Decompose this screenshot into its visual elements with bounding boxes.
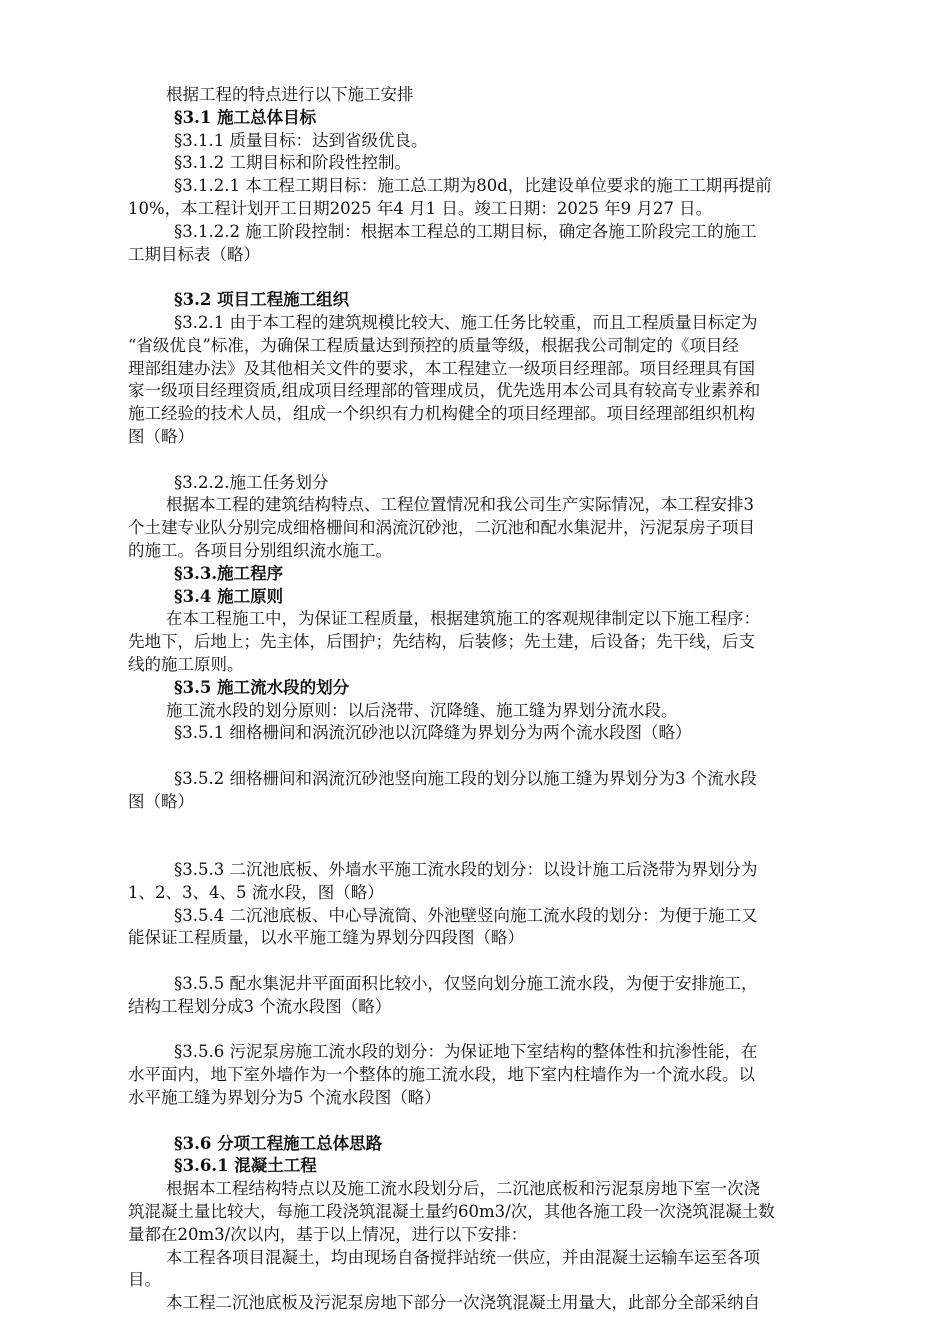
text-line: “省级优良”标准，为确保工程质量达到预控的质量等级，根据我公司制定的《项目经: [128, 335, 739, 355]
text-line: 量都在20m3/次以内，基于以上情况，进行以下安排：: [128, 1224, 528, 1244]
section-heading: §3.3.施工程序: [174, 563, 284, 583]
section-heading: §3.1 施工总体目标: [174, 107, 317, 127]
text-line: 图（略）: [128, 791, 194, 811]
text-line: 10%，本工程计划开工日期2025 年4 月1 日。竣工日期：2025 年9 月27 日。: [128, 198, 713, 218]
document-page: [128, 84, 856, 1315]
blank-line: [128, 1110, 856, 1133]
text-line: 结构工程划分成3 个流水段图（略）: [128, 996, 392, 1016]
text-line: 本工程各项目混凝土，均由现场自备搅拌站统一供应，并由混凝土运输车运至各项: [166, 1247, 760, 1267]
text-line: §3.1.2 工期目标和阶段性控制。: [174, 153, 411, 173]
text-line: 根据本工程的建筑结构特点、工程位置情况和我公司生产实际情况，本工程安排3: [166, 495, 754, 515]
text-line: 线的施工原则。: [128, 654, 244, 674]
text-line: 根据工程的特点进行以下施工安排: [166, 85, 414, 104]
text-line: 本工程二沉池底板及污泥泵房地下部分一次浇筑混凝土用量大，此部分全部采纳自: [166, 1293, 760, 1313]
text-line: §3.2.1 由于本工程的建筑规模比较大、施工任务比较重，而且工程质量目标定为: [174, 312, 758, 332]
text-line: §3.2.2.施工任务划分: [174, 472, 329, 492]
text-line: 能保证工程质量，以水平施工缝为界划分四段图（略）: [128, 928, 524, 948]
blank-line: [128, 950, 856, 973]
text-line: 筑混凝土量比较大，每施工段浇筑混凝土量约60m3/次，其他各施工段一次浇筑混凝土数: [128, 1202, 775, 1222]
text-line: §3.1.1 质量目标：达到省级优良。: [174, 130, 428, 150]
text-line: 的施工。各项目分别组织流水施工。: [128, 540, 392, 560]
text-line: §3.5.1 细格栅间和涡流沉砂池以沉降缝为界划分为两个流水段图（略）: [174, 723, 692, 743]
text-line: 水平面内，地下室外墙作为一个整体的施工流水段，地下室内柱墙作为一个流水段。以: [128, 1065, 755, 1085]
text-line: 施工经验的技术人员，组成一个织织有力机构健全的项目经理部。项目经理部组织机构: [128, 404, 755, 424]
text-line: 目。: [128, 1270, 161, 1290]
blank-line: [128, 836, 856, 859]
text-line: §3.5.2 细格栅间和涡流沉砂池竖向施工段的划分以施工缝为界划分为3 个流水段: [174, 768, 757, 788]
text-line: §3.5.6 污泥泵房施工流水段的划分：为保证地下室结构的整体性和抗渗性能，在: [174, 1042, 758, 1062]
text-line: 水平施工缝为界划分为5 个流水段图（略）: [128, 1088, 441, 1108]
text-line: 家一级项目经理资质,组成项目经理部的管理成员，优先选用本公司具有较高专业素养和: [128, 381, 761, 401]
blank-line: [128, 266, 856, 289]
text-line: 1、2、3、4、5 流水段，图（略）: [128, 882, 384, 902]
text-line: 先地下，后地上；先主体，后围护；先结构，后装修；先土建，后设备；先干线，后支: [128, 632, 755, 652]
text-line: §3.5.4 二沉池底板、中心导流筒、外池壁竖向施工流水段的划分：为便于施工又: [174, 905, 758, 925]
text-line: §3.5.3 二沉池底板、外墙水平施工流水段的划分：以设计施工后浇带为界划分为: [174, 860, 758, 880]
text-line: §3.5.5 配水集泥井平面面积比较小，仅竖向划分施工流水段，为便于安排施工，: [174, 974, 758, 994]
section-heading: §3.5 施工流水段的划分: [174, 677, 350, 697]
text-line: 个土建专业队分别完成细格栅间和涡流沉砂池，二沉池和配水集泥井，污泥泵房子项目: [128, 518, 755, 538]
blank-line: [128, 449, 856, 472]
text-line: 施工流水段的划分原则：以后浇带、沉降缝、施工缝为界划分流水段。: [166, 700, 678, 720]
section-heading: §3.6.1 混凝土工程: [174, 1156, 317, 1176]
section-heading: §3.4 施工原则: [174, 586, 284, 606]
blank-line: [128, 814, 856, 837]
section-heading: §3.2 项目工程施工组织: [174, 290, 350, 310]
text-line: 工期目标表（略）: [128, 244, 260, 264]
blank-line: [128, 1019, 856, 1042]
text-line: §3.1.2.1 本工程工期目标：施工总工期为80d，比建设单位要求的施工工期再提前: [174, 176, 772, 196]
text-line: 在本工程施工中，为保证工程质量，根据建筑施工的客观规律制定以下施工程序：: [166, 609, 760, 629]
section-heading: §3.6 分项工程施工总体思路: [174, 1133, 383, 1153]
blank-line: [128, 745, 856, 768]
text-line: 理部组建办法》及其他相关文件的要求，本工程建立一级项目经理部。项目经理具有国: [128, 358, 755, 378]
text-line: 图（略）: [128, 426, 194, 446]
text-line: §3.1.2.2 施工阶段控制：根据本工程总的工期目标，确定各施工阶段完工的施工: [174, 221, 757, 241]
text-line: 根据本工程结构特点以及施工流水段划分后，二沉池底板和污泥泵房地下室一次浇: [166, 1179, 760, 1199]
